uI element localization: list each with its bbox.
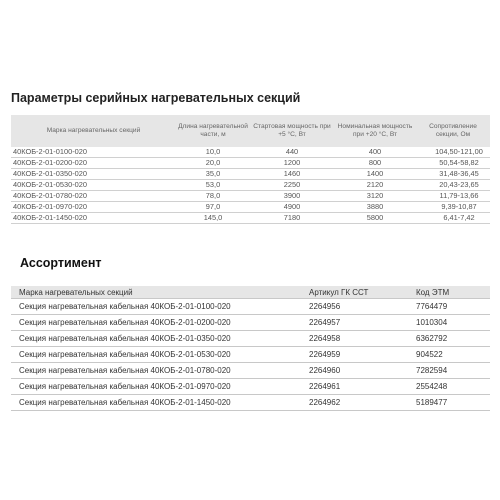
- params-cell-start-power: 1200: [250, 158, 334, 169]
- assortment-cell-brand: Секция нагревательная кабельная 40КОБ-2-01-0780-020: [11, 363, 301, 379]
- table-row: [11, 315, 490, 331]
- params-cell-brand: 40КОБ-2-01-0530-020: [11, 180, 176, 191]
- assortment-header-article: Артикул ГК ССТ: [301, 286, 411, 299]
- params-cell-resistance: 50,54-58,82: [416, 158, 490, 169]
- params-cell-length: 145,0: [176, 213, 250, 224]
- params-cell-brand: 40КОБ-2-01-0780-020: [11, 191, 176, 202]
- params-cell-length: 20,0: [176, 158, 250, 169]
- assortment-cell-brand: Секция нагревательная кабельная 40КОБ-2-01-0530-020: [11, 347, 301, 363]
- assortment-header-brand: Марка нагревательных секций: [11, 286, 301, 299]
- table-row: [11, 379, 490, 395]
- params-cell-length: 53,0: [176, 180, 250, 191]
- table-row: [11, 299, 490, 315]
- params-cell-start-power: 3900: [250, 191, 334, 202]
- params-cell-length: 35,0: [176, 169, 250, 180]
- assortment-cell-etm-code: 7764479: [411, 299, 490, 315]
- assortment-cell-article: 2264956: [301, 299, 411, 315]
- params-header-row: [11, 115, 490, 147]
- params-cell-resistance: 11,79-13,66: [416, 191, 490, 202]
- assortment-cell-etm-code: 2554248: [411, 379, 490, 395]
- table-row: [11, 191, 490, 202]
- assortment-cell-article: 2264957: [301, 315, 411, 331]
- params-cell-nominal-power: 5800: [334, 213, 416, 224]
- assortment-title: Ассортимент: [20, 256, 102, 270]
- params-title: Параметры серийных нагревательных секций: [11, 91, 301, 105]
- table-row: [11, 363, 490, 379]
- params-cell-brand: 40КОБ-2-01-0350-020: [11, 169, 176, 180]
- params-cell-resistance: 6,41-7,42: [416, 213, 490, 224]
- assortment-cell-article: 2264961: [301, 379, 411, 395]
- params-header-nominal-power: Номинальная мощность при +20 °С, Вт: [334, 115, 416, 147]
- assortment-cell-brand: Секция нагревательная кабельная 40КОБ-2-01-0350-020: [11, 331, 301, 347]
- params-cell-nominal-power: 2120: [334, 180, 416, 191]
- assortment-cell-etm-code: 7282594: [411, 363, 490, 379]
- params-cell-length: 78,0: [176, 191, 250, 202]
- params-cell-brand: 40КОБ-2-01-0970-020: [11, 202, 176, 213]
- params-header-length: Длина нагревательной части, м: [176, 115, 250, 147]
- params-header-brand: Марка нагревательных секций: [11, 115, 176, 147]
- params-cell-start-power: 4900: [250, 202, 334, 213]
- params-cell-nominal-power: 3120: [334, 191, 416, 202]
- params-header-start-power: Стартовая мощность при +5 °С, Вт: [250, 115, 334, 147]
- table-row: [11, 147, 490, 158]
- params-cell-length: 10,0: [176, 147, 250, 158]
- table-row: [11, 202, 490, 213]
- table-row: [11, 347, 490, 363]
- params-cell-start-power: 1460: [250, 169, 334, 180]
- table-row: [11, 395, 490, 411]
- assortment-header-etm-code: Код ЭТМ: [411, 286, 490, 299]
- table-row: [11, 180, 490, 191]
- assortment-cell-etm-code: 1010304: [411, 315, 490, 331]
- params-cell-resistance: 104,50-121,00: [416, 147, 490, 158]
- assortment-cell-brand: Секция нагревательная кабельная 40КОБ-2-01-0200-020: [11, 315, 301, 331]
- params-cell-nominal-power: 400: [334, 147, 416, 158]
- params-cell-start-power: 2250: [250, 180, 334, 191]
- params-cell-nominal-power: 1400: [334, 169, 416, 180]
- assortment-cell-article: 2264958: [301, 331, 411, 347]
- params-cell-start-power: 440: [250, 147, 334, 158]
- params-cell-length: 97,0: [176, 202, 250, 213]
- assortment-cell-etm-code: 6362792: [411, 331, 490, 347]
- params-cell-resistance: 9,39-10,87: [416, 202, 490, 213]
- assortment-table: [11, 286, 490, 411]
- params-cell-nominal-power: 3880: [334, 202, 416, 213]
- params-table: [11, 115, 490, 224]
- assortment-header-row: [11, 286, 490, 299]
- params-cell-brand: 40КОБ-2-01-1450-020: [11, 213, 176, 224]
- table-row: [11, 169, 490, 180]
- params-cell-resistance: 20,43-23,65: [416, 180, 490, 191]
- params-cell-brand: 40КОБ-2-01-0200-020: [11, 158, 176, 169]
- params-header-resistance: Сопротивление секции, Ом: [416, 115, 490, 147]
- assortment-cell-brand: Секция нагревательная кабельная 40КОБ-2-01-0970-020: [11, 379, 301, 395]
- params-cell-nominal-power: 800: [334, 158, 416, 169]
- table-row: [11, 158, 490, 169]
- params-cell-resistance: 31,48-36,45: [416, 169, 490, 180]
- assortment-cell-brand: Секция нагревательная кабельная 40КОБ-2-01-1450-020: [11, 395, 301, 411]
- table-row: [11, 331, 490, 347]
- params-cell-brand: 40КОБ-2-01-0100-020: [11, 147, 176, 158]
- assortment-cell-article: 2264959: [301, 347, 411, 363]
- params-cell-start-power: 7180: [250, 213, 334, 224]
- assortment-cell-article: 2264962: [301, 395, 411, 411]
- assortment-cell-etm-code: 5189477: [411, 395, 490, 411]
- table-row: [11, 213, 490, 224]
- assortment-cell-brand: Секция нагревательная кабельная 40КОБ-2-01-0100-020: [11, 299, 301, 315]
- assortment-cell-etm-code: 904522: [411, 347, 490, 363]
- assortment-cell-article: 2264960: [301, 363, 411, 379]
